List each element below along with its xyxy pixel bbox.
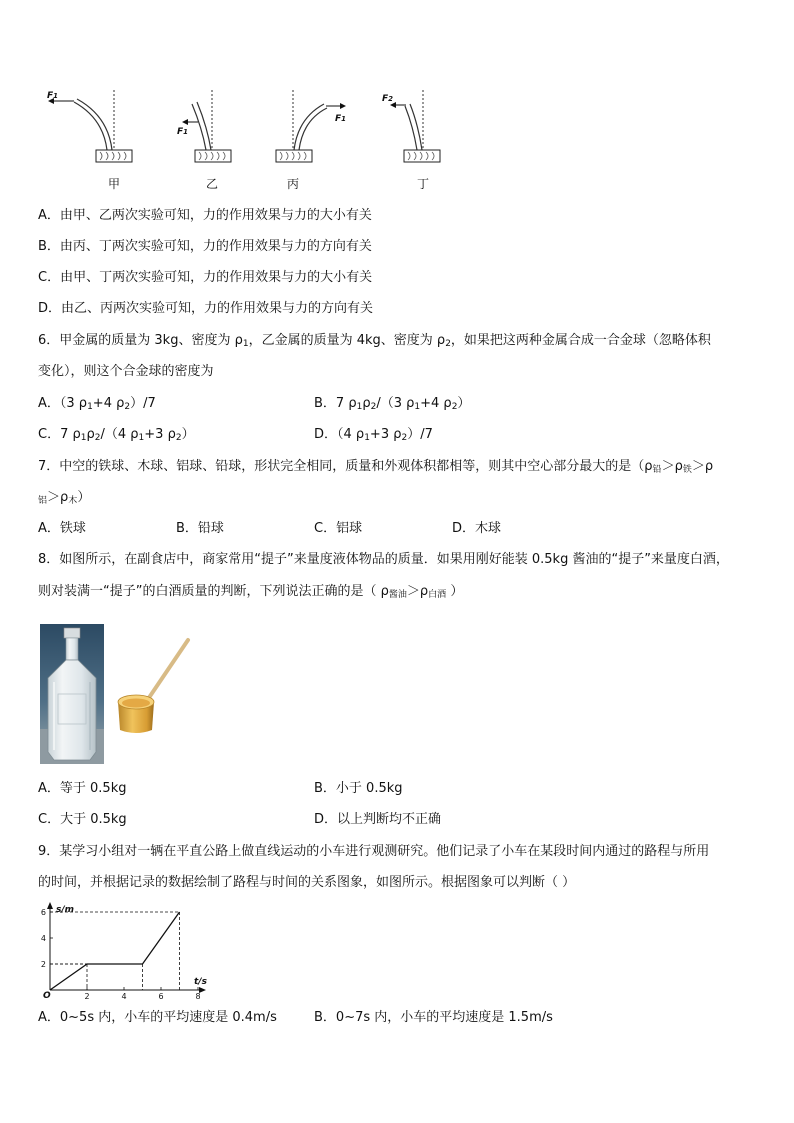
q8-option-d: D．以上判断均不正确 (314, 812, 442, 827)
q8-stem-line1: 8．如图所示，在副食店中，商家常用“提子”来量度液体物品的质量．如果用刚好能装 0.5kg 酱油的“提子”来量度白酒， (38, 552, 729, 567)
bending-strip-figure (40, 88, 460, 193)
q7-option-d: D．木球 (452, 521, 502, 536)
q9-option-a: A．0~5s 内，小车的平均速度是 0.4m/s (38, 1010, 277, 1025)
q6-option-d: D．（4 $\rho_1+3$ $\rho_2)/7$ (314, 427, 433, 443)
q9-stem-line1: 9．某学习小组对一辆在平直公路上做直线运动的小车进行观测研究。他们记录了小车在某段时间内通过的路程与所用 (38, 844, 710, 859)
q9-option-b: B．0~7s 内，小车的平均速度是 1.5m/s (314, 1010, 553, 1025)
y-tick-label-2: 6 (40, 908, 46, 917)
force-label-f1-jia: F1 (47, 91, 59, 101)
x-axis-label: t/s (194, 977, 207, 987)
y-tick-label-0: 2 (40, 960, 46, 969)
caption-jia: 甲 (107, 177, 121, 191)
force-label-f1-bing: F1 (335, 114, 347, 124)
experiment-yi (177, 90, 231, 162)
q6-option-b: B．7 $\rho_1\rho_2/(3$ $\rho_1+4$ $\rho_2$） (314, 396, 471, 412)
y-tick-label-1: 4 (40, 934, 46, 943)
x-tick-label-0: 2 (84, 992, 90, 1000)
q7-option-a: A．铁球 (38, 521, 86, 536)
q5-option-b: B．由丙、丁两次实验可知，力的作用效果与力的方向有关 (38, 239, 372, 254)
chart-ticks (41, 908, 201, 1000)
force-label-f1-yi: F1 (177, 127, 189, 137)
q6-option-a: A．（3 $\rho_1+4$ $\rho_2)/7$ (38, 396, 156, 412)
experiment-ding (382, 90, 440, 162)
q6-stem-line1: 6．甲金属的质量为 3kg、密度为 $\rho_1$，乙金属的质量为 4kg、密度为 $\rho_2$，如果把这两种金属合成一合金球（忽略体积 (38, 333, 711, 349)
ladle-photo (112, 636, 198, 736)
q8-option-c: C．大于 0.5kg (38, 812, 127, 827)
q8-option-b: B．小于 0.5kg (314, 781, 403, 796)
force-label-f2-ding: F2 (382, 94, 394, 104)
liquor-bottle-photo (40, 624, 104, 764)
y-axis-label: s/m (56, 905, 75, 915)
q7-option-c: C．铝球 (314, 521, 363, 536)
q5-option-c: C．由甲、丁两次实验可知，力的作用效果与力的大小有关 (38, 270, 373, 285)
q7-stem-line1: 7．中空的铁球、木球、铝球、铅球，形状完全相同，质量和外观体积都相等，则其中空心部分最大的是（$\rho_铅>\rho_铁>\rho$ (38, 459, 714, 475)
caption-ding: 丁 (416, 177, 430, 191)
y-axis-arrow (47, 902, 53, 909)
experiment-bing (276, 90, 346, 162)
x-tick-label-2: 6 (158, 992, 164, 1000)
x-tick-label-1: 4 (121, 992, 127, 1000)
q6-option-c: C．7 $\rho_1\rho_2/(4$ $\rho_1+3$ $\rho_2$） (38, 427, 195, 443)
q5-option-d: D．由乙、丙两次实验可知，力的作用效果与力的方向有关 (38, 301, 374, 316)
q6-stem-line2: 变化），则这个合金球的密度为 (38, 364, 214, 379)
q8-option-a: A．等于 0.5kg (38, 781, 127, 796)
distance-time-chart (36, 900, 216, 1000)
chart-guides (50, 912, 180, 990)
q8-stem-line2: 则对装满一“提子”的白酒质量的判断，下列说法正确的是（ $\rho_{酱油}>\rho_{白酒}$ ） (38, 584, 464, 600)
caption-bing: 丙 (286, 177, 300, 191)
q9-stem-line2: 的时间，并根据记录的数据绘制了路程与时间的关系图象，如图所示。根据图象可以判断（ ） (38, 875, 576, 890)
caption-yi: 乙 (205, 177, 219, 191)
q7-stem-line2: $_铝>\rho_木$） (38, 490, 91, 506)
q7-option-b: B．铅球 (176, 521, 224, 536)
experiment-jia (47, 90, 132, 162)
q5-option-a: A．由甲、乙两次实验可知，力的作用效果与力的大小有关 (38, 208, 372, 223)
x-tick-label-3: 8 (195, 992, 201, 1000)
origin-label: O (43, 991, 51, 1000)
series-line (50, 912, 180, 990)
